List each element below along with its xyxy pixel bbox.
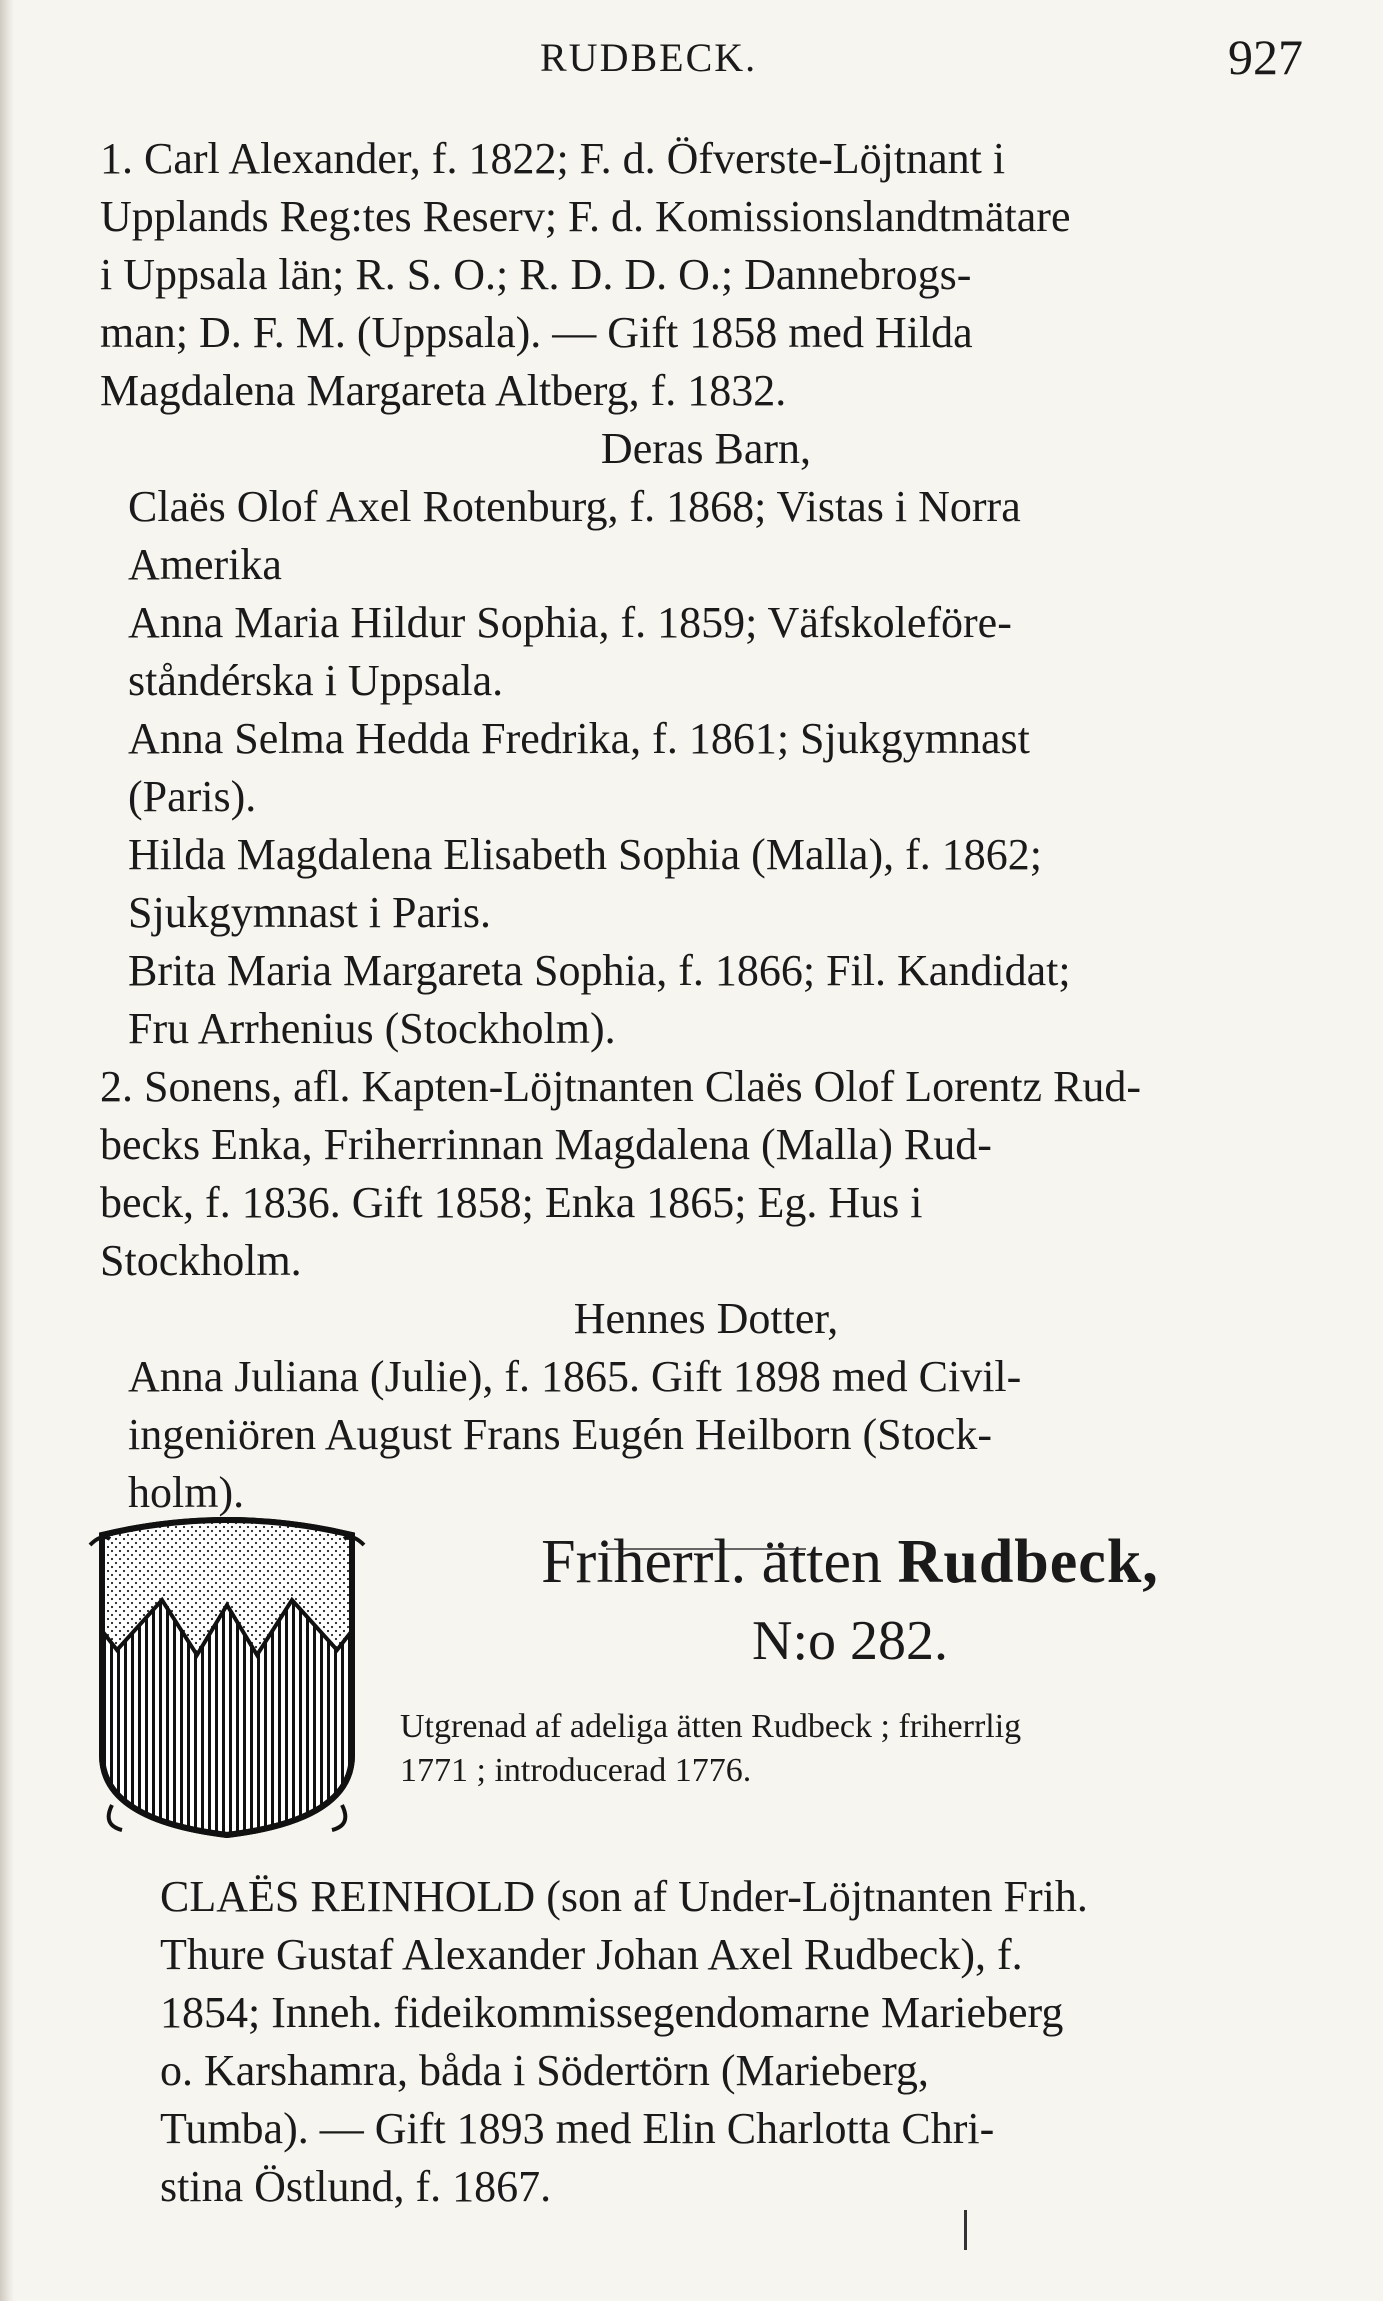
- family-heading-name: Rudbeck,: [897, 1528, 1159, 1596]
- entry-line: beck, f. 1836. Gift 1858; Enka 1865; Eg. Hus i: [100, 1178, 923, 1227]
- entry-line: CLAËS REINHOLD (son af Under-Löjtnanten Frih.: [160, 1872, 1088, 1921]
- entry-line: Upplands Reg:tes Reserv; F. d. Komissionslandtmätare: [100, 192, 1071, 241]
- entry-line: Sjukgymnast i Paris.: [128, 888, 492, 937]
- entry-line: Tumba). — Gift 1893 med Elin Charlotta Chri-: [160, 2104, 995, 2153]
- running-header: [0, 28, 1383, 88]
- entry-line: (Paris).: [128, 772, 257, 821]
- entry-line: i Uppsala län; R. S. O.; R. D. D. O.; Dannebrogs-: [100, 250, 972, 299]
- entry-line: Stockholm.: [100, 1236, 302, 1285]
- entry-line: ingeniören August Frans Eugén Heilborn (Stock-: [128, 1410, 992, 1459]
- entry-2: [100, 1058, 1312, 1290]
- entry-line: Sonens, afl. Kapten-Löjtnanten Claës Olof Lorentz Rud-: [144, 1062, 1142, 1111]
- entry-line: Carl Alexander, f. 1822; F. d. Öfverste-Löjtnant i: [144, 134, 1006, 183]
- entry-line: Brita Maria Margareta Sophia, f. 1866; Fil. Kandidat;: [128, 946, 1071, 995]
- family-number: N:o 282.: [752, 1610, 948, 1672]
- print-mark: [964, 2210, 967, 2250]
- family-heading-block: [400, 1525, 1300, 1793]
- page-edge: [0, 0, 14, 2301]
- subtitle-line: 1771 ; introducerad 1776.: [400, 1752, 752, 1789]
- child-entry: [100, 594, 1312, 710]
- family-heading: [400, 1525, 1300, 1599]
- subtitle-line: Utgrenad af adeliga ätten Rudbeck ; friherrlig: [400, 1708, 1022, 1745]
- section-caption: Hennes Dotter,: [573, 1294, 839, 1343]
- main-text: [100, 130, 1312, 1580]
- entry-line: man; D. F. M. (Uppsala). — Gift 1858 med Hilda: [100, 308, 973, 357]
- child-entry: [100, 826, 1312, 942]
- entry-line: ståndérska i Uppsala.: [128, 656, 504, 705]
- page-number: 927: [1228, 29, 1303, 85]
- child-entry: [100, 478, 1312, 594]
- child-entry: [100, 1348, 1312, 1522]
- entry-line: stina Östlund, f. 1867.: [160, 2162, 552, 2211]
- entry-line: o. Karshamra, båda i Södertörn (Marieberg,: [160, 2046, 929, 2095]
- section-caption: Deras Barn,: [600, 424, 812, 473]
- entry-line: Fru Arrhenius (Stockholm).: [128, 1004, 616, 1053]
- entry-line: becks Enka, Friherrinnan Magdalena (Malla) Rud-: [100, 1120, 992, 1169]
- entry-line: Thure Gustaf Alexander Johan Axel Rudbeck), f.: [160, 1930, 1023, 1979]
- entry-1: [100, 130, 1312, 420]
- entry-line: Amerika: [128, 540, 282, 589]
- entry-line: holm).: [128, 1468, 245, 1517]
- entry-line: Anna Maria Hildur Sophia, f. 1859; Väfskoleföre-: [128, 598, 1012, 647]
- entry-line: Hilda Magdalena Elisabeth Sophia (Malla), f. 1862;: [128, 830, 1042, 879]
- child-entry: [100, 710, 1312, 826]
- coat-of-arms-icon: [82, 1505, 372, 1845]
- family-heading-prefix: Friherrl. ätten: [541, 1528, 883, 1596]
- entry-line: 1854; Inneh. fideikommissegendomarne Marieberg: [160, 1988, 1064, 2037]
- entry-line: Anna Selma Hedda Fredrika, f. 1861; Sjukgymnast: [128, 714, 1030, 763]
- entry-line: Claës Olof Axel Rotenburg, f. 1868; Vistas i Norra: [128, 482, 1021, 531]
- entry-number: 2.: [100, 1062, 133, 1111]
- entry-number: 1.: [100, 134, 133, 183]
- child-entry: [100, 942, 1312, 1058]
- entry-line: Anna Juliana (Julie), f. 1865. Gift 1898 med Civil-: [128, 1352, 1022, 1401]
- claes-reinhold-entry: [160, 1868, 1320, 2216]
- header-title: RUDBECK.: [540, 35, 758, 80]
- entry-line: Magdalena Margareta Altberg, f. 1832.: [100, 366, 787, 415]
- family-subtitle: [400, 1705, 1300, 1793]
